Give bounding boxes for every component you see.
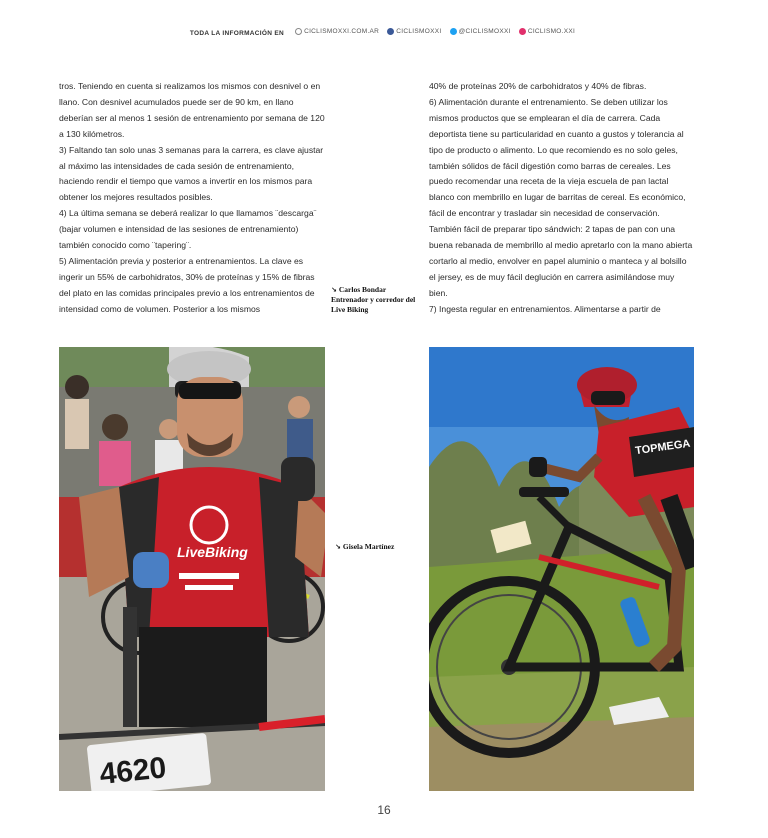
header-facebook-text: CICLISMOXXI	[396, 28, 442, 35]
right-paragraph: 6) Alimentación durante el entrenamiento. Se deben utilizar los mismos productos que se emplearan el día de carrera. Cada deportista tiene su particularidad en cuanto a gustos y tolerancia al tipo de producto o alimento. Lo que recomiendo es no solo geles, también sólidos de fácil digestión como barras de cereales. Les puedo recomendar una receta de la vieja escuela de pan lactal blanco con membrillo en lugar de barritas de cereal. Es económico, fácil de encontrar y trasladar sin necesidad de conservación. También fácil de preparar tipo sándwich: 2 tapas de pan con una buena rebanada de membrillo al medio apretarlo con la mano abierta cortarlo al medio, envolver en papel aluminio o manteca y al bolsillo el jersey, es de muy fácil deglución en carrera asimilándose muy bien.	[429, 96, 693, 298]
right-text-column	[429, 79, 694, 318]
arrow-icon: ↘	[335, 543, 341, 551]
jersey-brand-text-2: TOPMEGA	[634, 437, 692, 458]
header-bar	[0, 28, 768, 37]
left-text-column	[59, 79, 325, 318]
header-lead: TODA LA INFORMACIÓN EN	[189, 30, 284, 37]
race-number-text: 4620	[98, 751, 168, 791]
jersey-brand-text: LiveBiking	[177, 544, 248, 560]
right-paragraph: 40% de proteínas 20% de carbohidratos y 40% de fibras.	[429, 81, 647, 91]
photo1-caption-text: Carlos Bondar Entrenador y corredor del Live Biking	[331, 285, 416, 314]
photo1-caption	[331, 285, 419, 315]
facebook-icon	[387, 28, 394, 35]
cyclist-photo-carlos	[59, 347, 325, 791]
photo2-caption	[335, 542, 425, 552]
left-paragraph: 4) La última semana se deberá realizar lo que llamamos ¨descarga¨ (bajar volumen e intensidad de las sesiones de entrenamiento) también conocido como ¨tapering¨.	[59, 208, 317, 251]
cyclist-photo-gisela	[429, 347, 694, 791]
header-web-text: CICLISMOXXI.COM.AR	[304, 28, 380, 35]
header-instagram-text: CICLISMO.XXI	[527, 28, 576, 35]
photo2-caption-text: Gisela Martínez	[342, 542, 395, 551]
header-facebook[interactable]	[387, 28, 441, 35]
header-twitter[interactable]	[450, 28, 511, 35]
globe-icon	[295, 28, 302, 35]
header-twitter-text: @CICLISMOXXI	[458, 28, 511, 35]
instagram-icon	[519, 28, 526, 35]
header-instagram[interactable]	[519, 28, 575, 35]
left-paragraph: tros. Teniendo en cuenta si realizamos los mismos con desnivel o en llano. Con desnivel acumulados puede ser de 90 km, en llano deberían ser al menos 1 sesión de entrenamiento por semana de 120 a 130 kilómetros.	[59, 81, 325, 139]
page-number: 16	[377, 803, 391, 817]
twitter-icon	[450, 28, 457, 35]
right-paragraph: 7) Ingesta regular en entrenamientos. Alimentarse a partir de	[429, 303, 661, 314]
left-paragraph: 3) Faltando tan solo unas 3 semanas para la carrera, es clave ajustar al máximo las intensidades de cada sesión de entrenamiento, haciendo rendir el tiempo que vamos a invertir en los mismos para obtener los mejores resultados posibles.	[59, 144, 324, 203]
header-web[interactable]	[295, 28, 379, 35]
arrow-icon: ↘	[331, 286, 337, 294]
left-paragraph: 5) Alimentación previa y posterior a entrenamientos. La clave es ingerir un 55% de carbohidratos, 30% de proteínas y 15% de fibras del plato en las comidas principales previo a los entrenamientos de intensidad como de volumen. Posterior a los mismos	[59, 255, 315, 314]
